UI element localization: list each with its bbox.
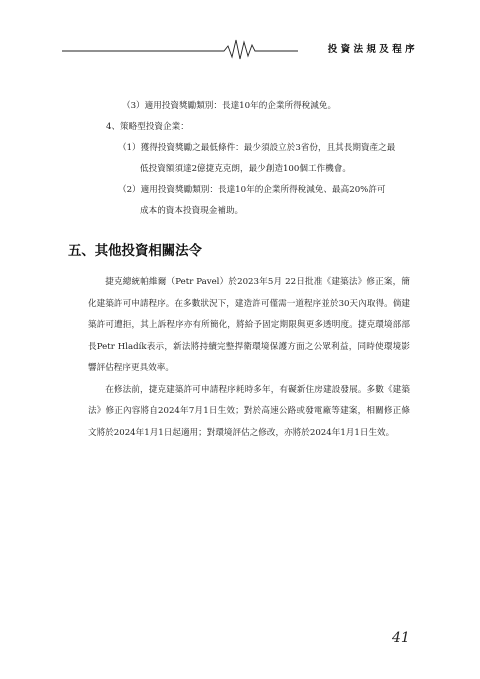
section-heading: 五、其他投資相關法令 xyxy=(68,243,202,259)
paragraph-1: 捷克總統帕維爾（Petr Pavel）於2023年5月 22日批准《建築法》修正案，簡化建築許可申請程序。在多數狀況下，建造許可僅需一道程序並於30天內取得。倘建築許可遭拒，其上訴程序亦有所簡化，將給予固定期限與更多透明度。捷克環境部部長Petr Hladík表示，新法將持續完整捍衛環境保護方面之公眾利益，同時使環境影響評估程序更具效率。 xyxy=(88,277,410,373)
list-item-4-title: 4、策略型投資企業： xyxy=(106,122,189,132)
page-body xyxy=(68,96,410,444)
list-item-3-rebate: （3）適用投資獎勵類別：長達10年的企業所得稅減免。 xyxy=(122,101,337,111)
list-item-4-2-line1: （2）適用投資獎勵類別：長達10年的企業所得稅減免、最高20%許可 xyxy=(118,185,386,195)
list-item-4-1-line2: 低投資額須達2億捷克克朗，最少創造100個工作機會。 xyxy=(140,164,351,174)
running-header xyxy=(62,36,418,60)
list-item-4-2-line2: 成本的資本投資現金補助。 xyxy=(140,206,244,216)
page-number: 41 xyxy=(392,630,410,646)
paragraph-2: 在修法前，捷克建築許可申請程序耗時多年，有礙新住房建設發展。多數《建築法》修正內容將自2024年7月1日生效；對於高速公路或發電廠等建案，相關修正條文將於2024年1月1日起適用；對環境評估之修改，亦將於2024年1月1日生效。 xyxy=(88,384,410,438)
list-item-4-1-line1: （1）獲得投資獎勵之最低條件：最少須設立於3省份，且其長期資產之最 xyxy=(118,143,396,153)
header-title: 投資法規及程序 xyxy=(327,44,418,55)
